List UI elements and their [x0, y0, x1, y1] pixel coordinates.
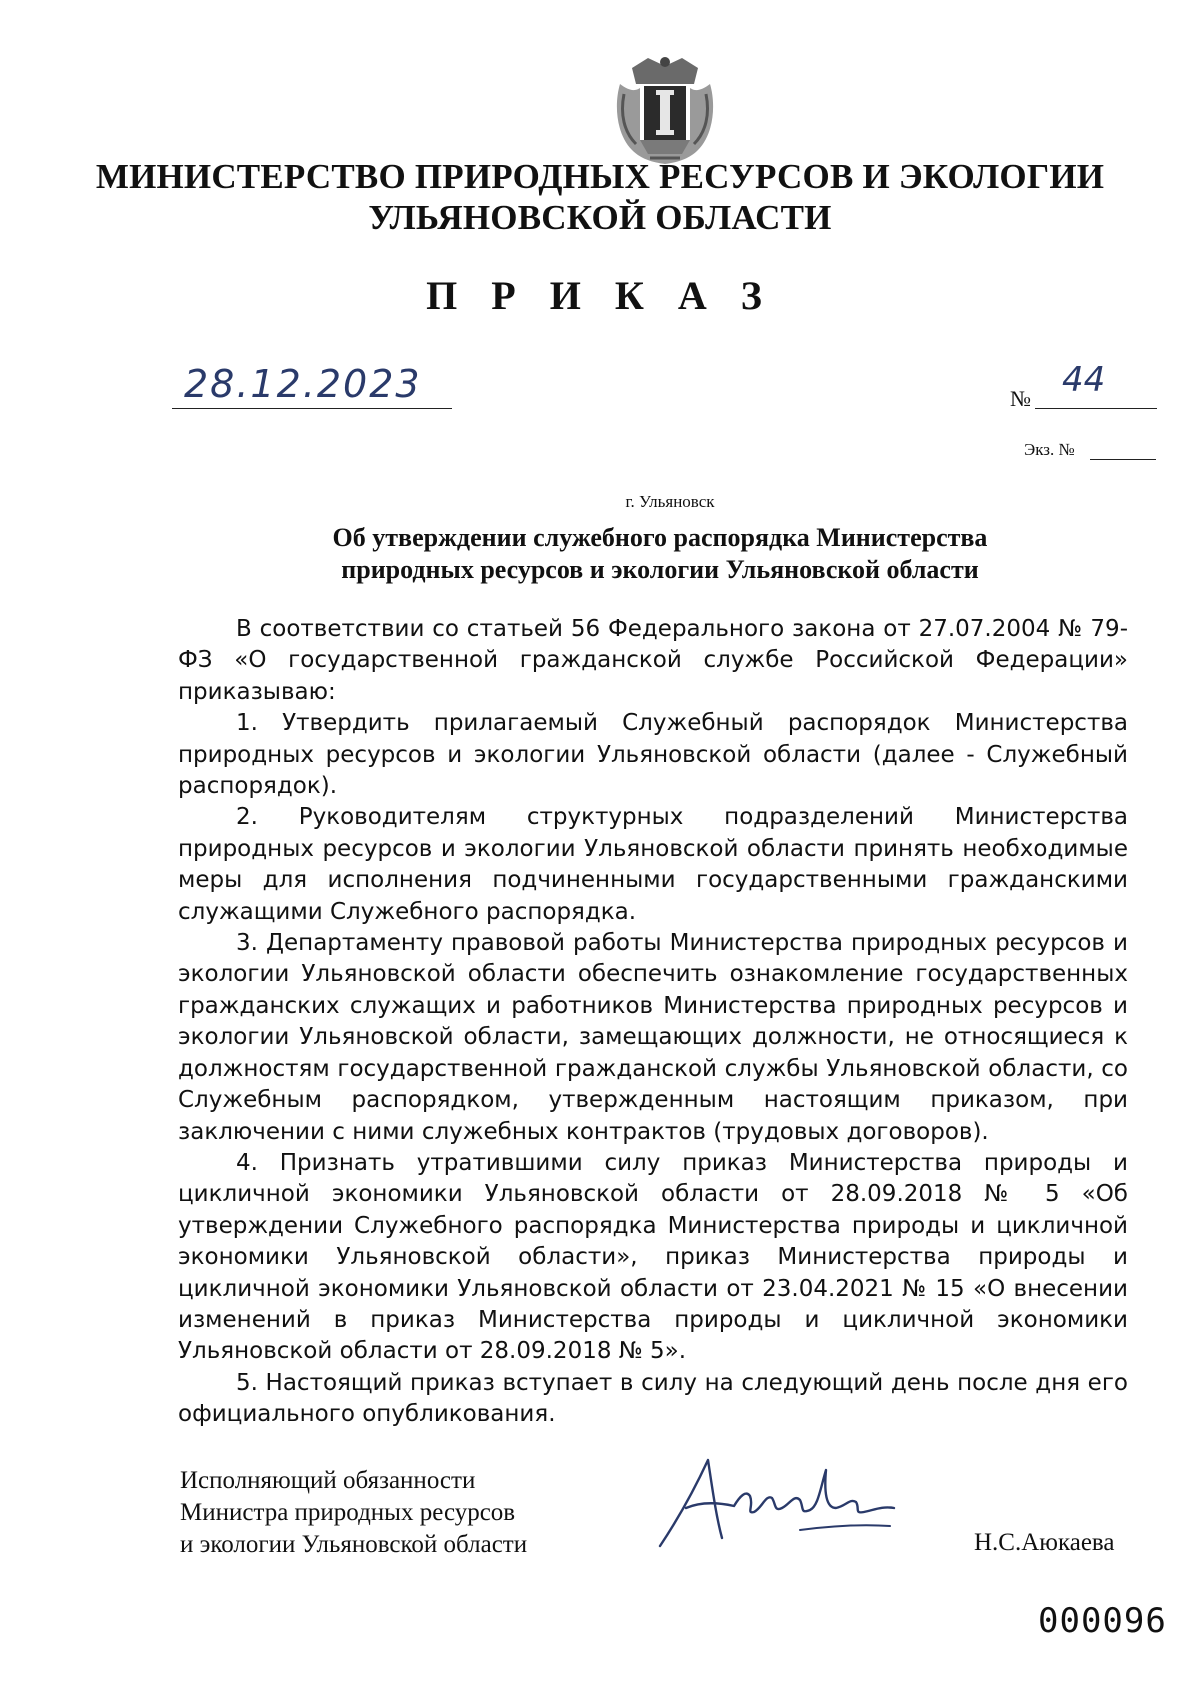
ministry-name-line1: МИНИСТЕРСТВО ПРИРОДНЫХ РЕСУРСОВ И ЭКОЛОГИИ [95, 157, 1105, 196]
copy-number-label: Экз. № [1024, 440, 1075, 459]
document-type-title: П Р И К А З [426, 273, 774, 318]
ministry-name-line2: УЛЬЯНОВСКОЙ ОБЛАСТИ [368, 198, 832, 237]
subject-line1: Об утверждении служебного распорядка Министерства [332, 523, 988, 552]
position-line3: и экологии Ульяновской области [180, 1531, 528, 1558]
order-item-2: 2. Руководителям структурных подразделений Министерства природных ресурсов и экологии Ульяновской области принять необходимые меры для исполнения подчиненными государственными гражданскими служащими Служебного распорядка. [178, 804, 1128, 925]
position-line1: Исполняющий обязанности [180, 1467, 476, 1494]
order-item-4: 4. Признать утратившими силу приказ Министерства природы и цикличной экономики Ульяновской области от 28.09.2018 № 5 «Об утверждении Служебного распорядка Министерства природы и цикличной экономики Ульяновской области», приказ Министерства природы и цикличной экономики Ульяновской области от 23.04.2021 № 15 «О внесении изменений в приказ Министерства природы и цикличной экономики Ульяновской области от 28.09.2018 № 5». [178, 1149, 1128, 1365]
intro-paragraph: В соответствии со статьей 56 Федерального закона от 27.07.2004 № 79-ФЗ «О государственной гражданской службе Российской Федерации» приказываю: [178, 616, 1128, 705]
position-line2: Министра природных ресурсов [180, 1499, 516, 1526]
serial-number: 000096 [1038, 1601, 1167, 1641]
date-underline [172, 408, 452, 409]
city-label: г. Ульяновск [625, 492, 715, 511]
signatory-name: Н.С.Аюкаева [974, 1529, 1115, 1556]
coat-of-arms-icon [610, 54, 720, 166]
subject-line2: природных ресурсов и экологии Ульяновской области [341, 555, 979, 584]
order-date: 28.12.2023 [184, 362, 422, 406]
order-subject [240, 522, 1080, 586]
order-number-label: № [1010, 386, 1031, 411]
order-item-5: 5. Настоящий приказ вступает в силу на следующий день после дня его официального опубликования. [178, 1369, 1128, 1428]
copy-number-underline [1090, 459, 1156, 460]
number-underline [1035, 408, 1157, 409]
order-item-1: 1. Утвердить прилагаемый Служебный распорядок Министерства природных ресурсов и экологии Ульяновской области (далее - Служебный распорядок). [178, 710, 1128, 800]
signatory-position [180, 1465, 527, 1561]
handwritten-signature-icon [650, 1446, 900, 1556]
order-item-3: 3. Департаменту правовой работы Министерства природных ресурсов и экологии Ульяновской области обеспечить ознакомление государственных гражданских служащих и работников Министерства природных ресурсов и экологии Ульяновской области, замещающих должности, не относящиеся к должностям государственной гражданской службы Ульяновской области, со Служебным распорядком, утвержденным настоящим приказом, при заключении с ними служебных контрактов (трудовых договоров). [178, 930, 1128, 1145]
order-body [178, 614, 1128, 1431]
order-number: 44 [1062, 360, 1106, 400]
